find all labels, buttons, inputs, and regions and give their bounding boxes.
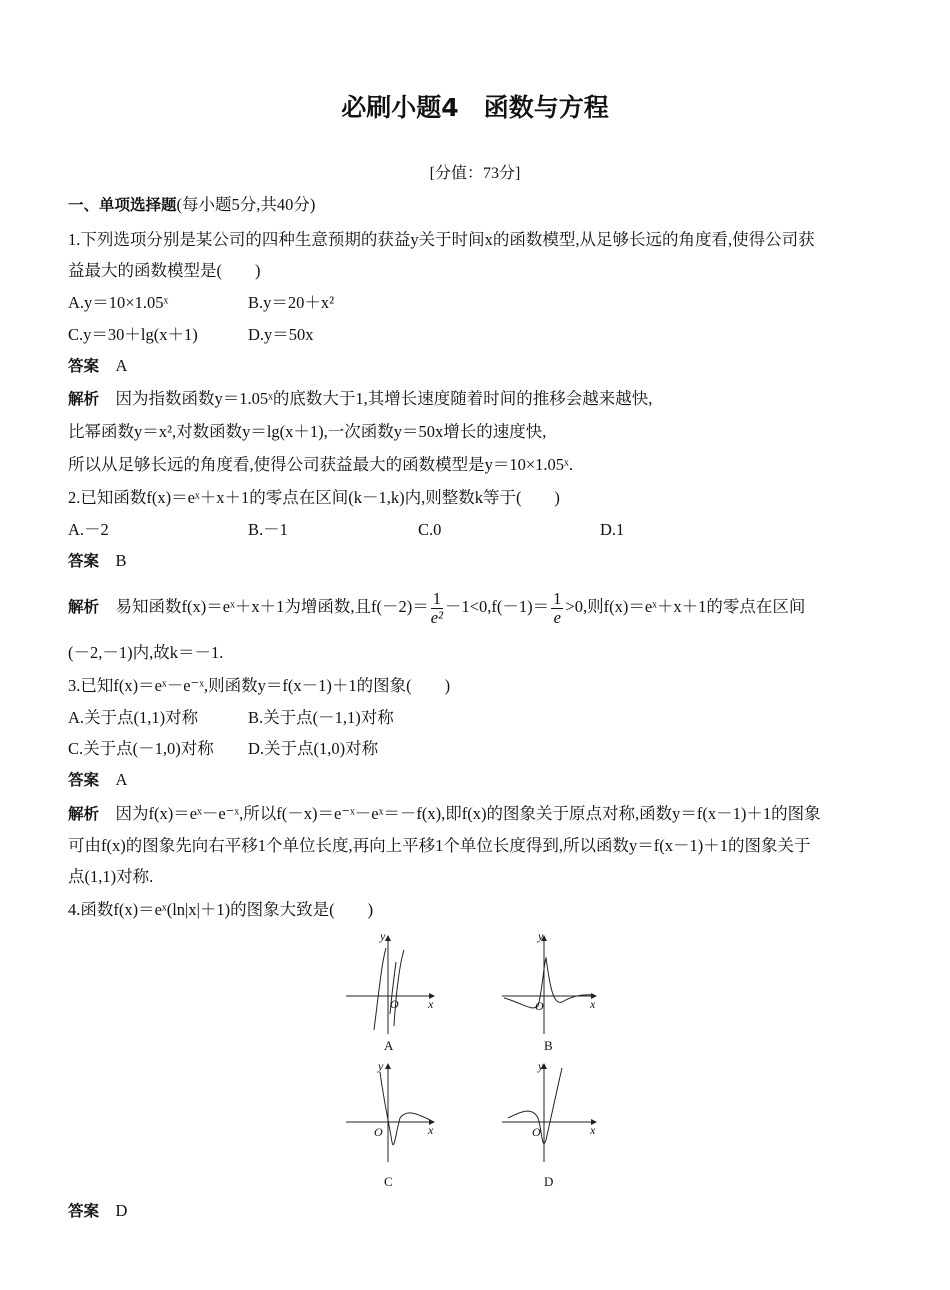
- frac2-denominator: e: [553, 607, 561, 627]
- graph-a-y-label: y: [380, 929, 386, 943]
- q1-analysis-text1: 因为指数函数y＝1.05ˣ的底数大于1,其增长速度随着时间的推移会越来越快,: [115, 389, 653, 408]
- q4-answer: [68, 1199, 127, 1223]
- graph-d-x-label: x: [590, 1123, 596, 1137]
- section-note: (每小题5分,共40分): [176, 195, 316, 214]
- graph-a-x-label: x: [428, 997, 434, 1011]
- graph-d-origin: O: [532, 1125, 541, 1139]
- q4-answer-value: D: [115, 1201, 128, 1220]
- q1-answer-value: A: [115, 356, 128, 375]
- q3-analysis-label: 解析: [68, 805, 100, 823]
- q1-option-c: C.y＝30＋lg(x＋1): [68, 325, 198, 344]
- q4-stem: 4.函数f(x)＝eˣ(ln|x|＋1)的图象大致是( ): [68, 900, 374, 919]
- q2-analysis-part2: －1<0,f(－1)＝: [444, 597, 550, 616]
- section-heading: [68, 193, 315, 217]
- q1-stem-line1: 1.下列选项分别是某公司的四种生意预期的获益y关于时间x的函数模型,从足够长远的角度看,使得公司获: [68, 230, 815, 249]
- q2-answer-label: 答案: [68, 552, 100, 570]
- q4-graphs-figure: [330, 922, 620, 1192]
- graph-b: [502, 936, 596, 1034]
- graph-c-x-label: x: [428, 1123, 434, 1137]
- q1-analysis-line1: [68, 387, 652, 411]
- graph-b-origin: O: [535, 999, 544, 1013]
- graph-d-label: D: [544, 1174, 554, 1189]
- q3-analysis-line2: 可由f(x)的图象先向右平移1个单位长度,再向上平移1个单位长度得到,所以函数y＝f(x－1)＋1的图象关于: [68, 836, 811, 855]
- q1-option-d: D.y＝50x: [248, 325, 314, 344]
- q3-answer-label: 答案: [68, 771, 100, 789]
- graph-c: [346, 1064, 434, 1162]
- frac2-numerator: 1: [553, 588, 562, 608]
- graph-a-label: A: [384, 1038, 394, 1053]
- q2-analysis-label: 解析: [68, 598, 100, 616]
- q2-answer-value: B: [115, 551, 127, 570]
- q3-answer-value: A: [115, 770, 128, 789]
- graph-d-y-label: y: [538, 1059, 544, 1073]
- q2-analysis-part1: 易知函数f(x)＝eˣ＋x＋1为增函数,且f(－2)＝: [115, 597, 429, 616]
- q3-analysis-text1: 因为f(x)＝eˣ－e⁻ˣ,所以f(－x)＝e⁻ˣ－eˣ＝－f(x),即f(x)的图象关于原点对称,函数y＝f(x－1)＋1的图象: [115, 804, 821, 823]
- q3-answer: [68, 768, 127, 792]
- q3-option-a: A.关于点(1,1)对称: [68, 708, 199, 727]
- graph-b-label: B: [544, 1038, 553, 1053]
- q4-answer-label: 答案: [68, 1202, 100, 1220]
- q2-analysis-part3: >0,则f(x)＝eˣ＋x＋1的零点在区间: [565, 597, 806, 616]
- q3-stem: 3.已知f(x)＝eˣ－e⁻ˣ,则函数y＝f(x－1)＋1的图象( ): [68, 676, 451, 695]
- q1-stem-line2: 益最大的函数模型是( ): [68, 261, 261, 280]
- q1-option-a: A.y＝10×1.05ˣ: [68, 293, 169, 312]
- graph-a: [346, 936, 434, 1034]
- q1-analysis-label: 解析: [68, 390, 100, 408]
- q3-option-c: C.关于点(－1,0)对称: [68, 739, 214, 758]
- q1-answer: [68, 354, 127, 378]
- q1-analysis-line2: 比幂函数y＝x²,对数函数y＝lg(x＋1),一次函数y＝50x增长的速度快,: [68, 422, 547, 441]
- section-title: 一、单项选择题: [68, 196, 177, 214]
- graph-b-y-label: y: [538, 929, 544, 943]
- q2-option-b: B.－1: [248, 520, 288, 539]
- q2-option-d: D.1: [600, 520, 625, 539]
- q2-analysis-line2: (－2,－1)内,故k＝－1.: [68, 643, 224, 662]
- q3-analysis-line3: 点(1,1)对称.: [68, 867, 154, 886]
- q3-analysis-line1: [68, 802, 821, 826]
- graph-b-x-label: x: [590, 997, 596, 1011]
- page-title: 必刷小题4 函数与方程: [341, 93, 609, 122]
- q2-answer: [68, 549, 127, 573]
- q1-answer-label: 答案: [68, 357, 100, 375]
- graph-c-label: C: [384, 1174, 393, 1189]
- q2-option-a: A.－2: [68, 520, 109, 539]
- graph-c-origin: O: [374, 1125, 383, 1139]
- q1-option-b: B.y＝20＋x²: [248, 293, 335, 312]
- frac1-denominator: e²: [430, 607, 443, 627]
- q2-stem: 2.已知函数f(x)＝eˣ＋x＋1的零点在区间(k－1,k)内,则整数k等于( ): [68, 488, 560, 507]
- graph-a-origin: O: [390, 997, 399, 1011]
- frac1-numerator: 1: [431, 590, 443, 609]
- q2-option-c: C.0: [418, 520, 442, 539]
- q2-analysis-line1: [68, 586, 805, 628]
- q3-option-b: B.关于点(－1,1)对称: [248, 708, 394, 727]
- q3-option-d: D.关于点(1,0)对称: [248, 739, 379, 758]
- graph-c-y-label: y: [378, 1059, 384, 1073]
- graph-d: [502, 1064, 596, 1162]
- fraction-one-over-e-squared: [431, 590, 443, 627]
- q1-analysis-line3: 所以从足够长远的角度看,使得公司获益最大的函数模型是y＝10×1.05ˣ.: [68, 455, 573, 474]
- score-line: [分值：73分]: [429, 165, 521, 182]
- fraction-one-over-e: [551, 590, 563, 627]
